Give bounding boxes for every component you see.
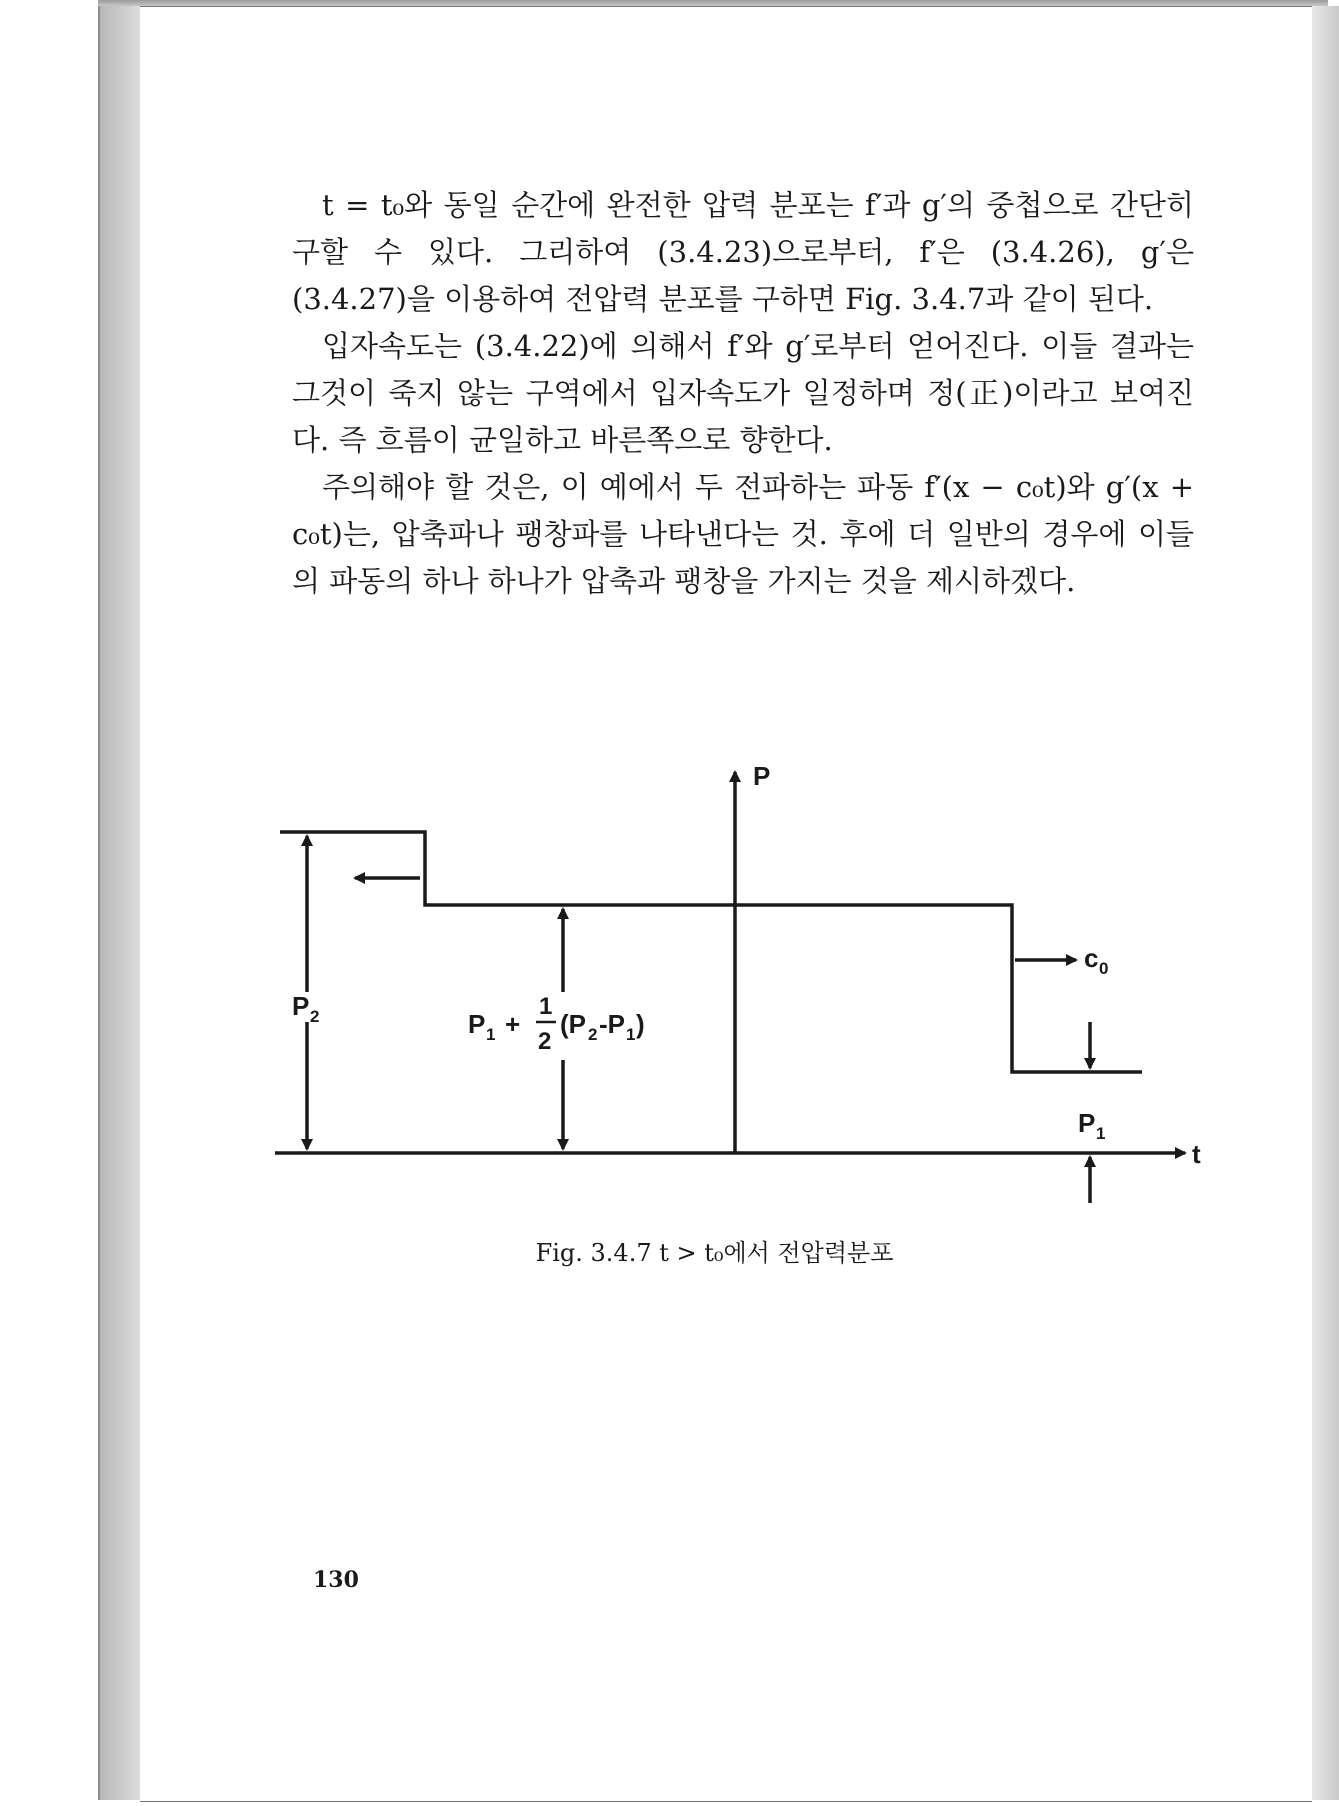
p1-label: P [1078,1108,1096,1138]
paragraph-1: t = t₀와 동일 순간에 완전한 압력 분포는 f′과 g′의 중첩으로 간단히 구할 수 있다. 그리하여 (3.4.23)으로부터, f′은 (3.4.26), g′은 (3.4.27)을 이용하여 전압력 분포를 구하면 Fig. 3.4.7과 같이 된다. [292,188,1194,316]
mid-p2-subscript: 2 [588,1025,598,1044]
figure-caption: Fig. 3.4.7 t > t₀에서 전압력분포 [535,1239,894,1267]
p-axis-label: P [753,761,771,791]
book-spine [98,6,144,1800]
mid-plus-sign: + [505,1009,521,1039]
p1-subscript: 1 [1096,1124,1106,1143]
p2-subscript: 2 [310,1007,320,1026]
book-right-edge [1312,6,1339,1800]
mid-paren-close: ) [636,1009,645,1039]
mid-minus-p: -P [599,1009,625,1039]
paragraph-3: 주의해야 할 것은, 이 예에서 두 전파하는 파동 f′(x − c₀t)와 g′(x + c₀t)는, 압축파나 팽창파를 나타낸다는 것. 후에 더 일반의 경우에 이들의 파동의 하나 하나가 압축과 팽창을 가지는 것을 제시하겠다. [292,470,1194,598]
pressure-distribution-figure [270,760,1210,1220]
paragraph-2: 입자속도는 (3.4.22)에 의해서 f′와 g′로부터 얻어진다. 이들 결과는 그것이 죽지 않는 구역에서 입자속도가 일정하며 정(正)이라고 보여진다. 즉 흐름이 균일하고 바른쪽으로 향한다. [292,329,1194,457]
page-number: 130 [313,1567,359,1593]
t-axis-label: t [1192,1139,1201,1169]
c0-subscript: 0 [1099,959,1109,978]
pressure-profile [280,832,1142,1072]
p2-label: P [292,991,310,1021]
body-text [292,182,1194,605]
fraction-numerator: 1 [539,993,553,1020]
mid-p1-subscript: 1 [486,1025,496,1044]
c0-label: c [1084,943,1099,973]
mid-p1b-subscript: 1 [626,1025,636,1044]
mid-paren-open: (P [560,1009,586,1039]
mid-p1-label: P [468,1009,486,1039]
mid-pressure-expression [468,993,645,1055]
fraction-denominator: 2 [538,1028,552,1055]
